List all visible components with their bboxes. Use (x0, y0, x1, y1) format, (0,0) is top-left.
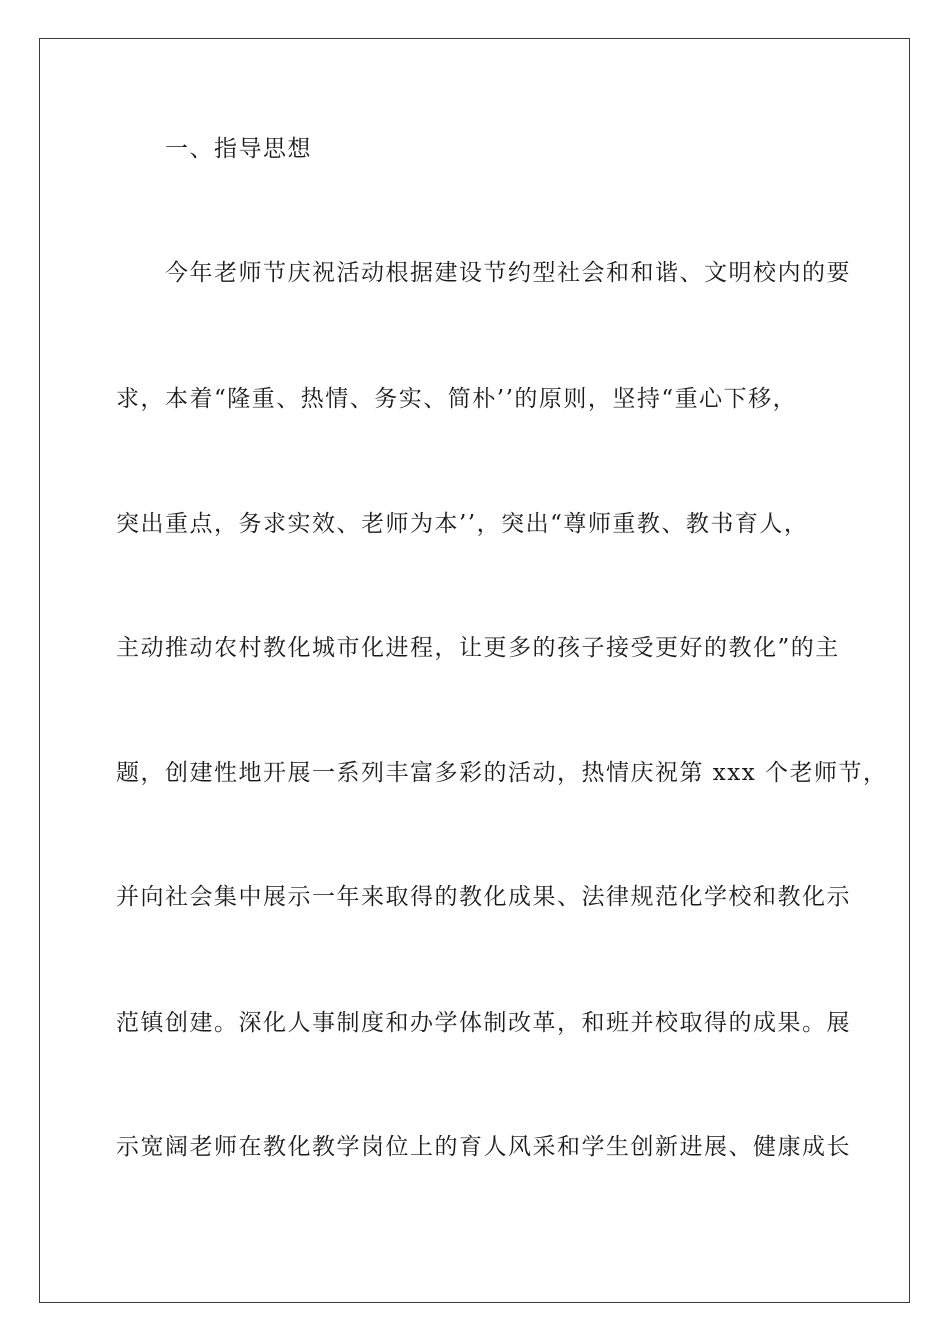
paragraph-line-3: 突出重点，务求实效、老师为本’’，突出“尊师重教、教书育人， (116, 511, 809, 537)
paragraph-line-5: 题，创建性地开展一系列丰富多彩的活动，热情庆祝第 xxx 个老师节， (116, 760, 888, 786)
section-heading: 一、指导思想 (165, 136, 312, 162)
paragraph-line-2: 求，本着“隆重、热情、务实、简朴’’的原则，坚持“重心下移， (116, 386, 798, 412)
paragraph-line-1: 今年老师节庆祝活动根据建设节约型社会和和谐、文明校内的要 (165, 260, 851, 286)
paragraph-line-8: 示宽阔老师在教化教学岗位上的育人风采和学生创新进展、健康成长 (116, 1134, 851, 1160)
paragraph-line-6: 并向社会集中展示一年来取得的教化成果、法律规范化学校和教化示 (116, 884, 851, 910)
paragraph-line-7: 范镇创建。深化人事制度和办学体制改革，和班并校取得的成果。展 (116, 1010, 851, 1036)
paragraph-line-4: 主动推动农村教化城市化进程，让更多的孩子接受更好的教化”的主 (116, 635, 840, 661)
page-border (39, 38, 910, 1303)
